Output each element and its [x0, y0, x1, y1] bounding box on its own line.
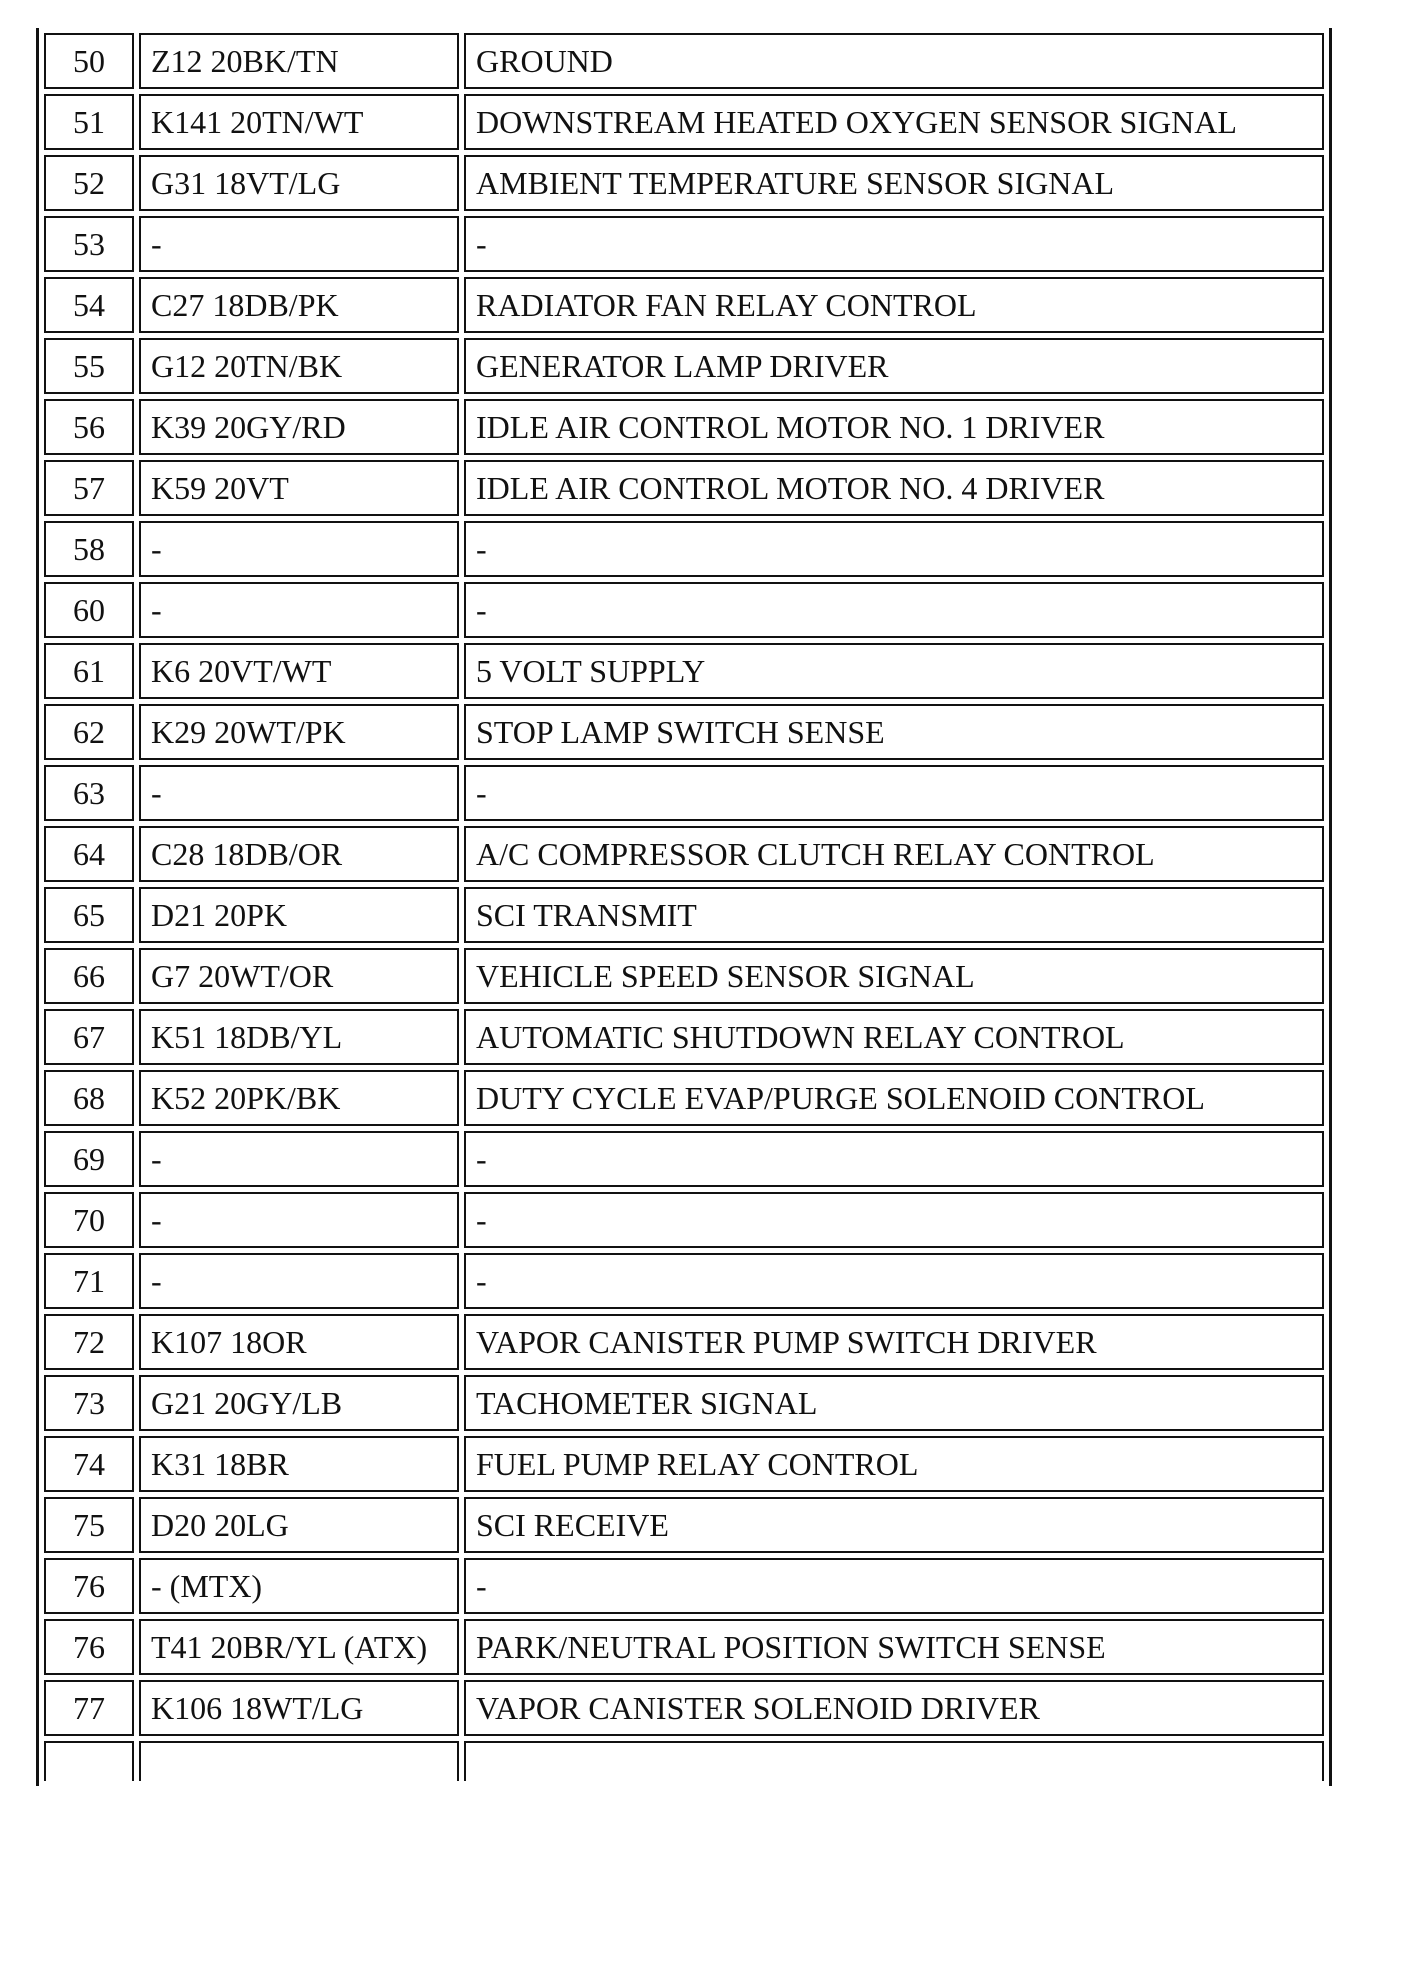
wire-code-cell: K39 20GY/RD: [139, 399, 459, 455]
circuit-function-cell: STOP LAMP SWITCH SENSE: [464, 704, 1324, 760]
circuit-function-cell: A/C COMPRESSOR CLUTCH RELAY CONTROL: [464, 826, 1324, 882]
wire-code-cell: T41 20BR/YL (ATX): [139, 1619, 459, 1675]
cavity-number-cell: 65: [44, 887, 134, 943]
circuit-function-cell: GENERATOR LAMP DRIVER: [464, 338, 1324, 394]
circuit-function-cell: -: [464, 765, 1324, 821]
empty-cell: [139, 1741, 459, 1781]
circuit-function-cell: SCI RECEIVE: [464, 1497, 1324, 1553]
cavity-number-cell: 60: [44, 582, 134, 638]
cavity-number-cell: 64: [44, 826, 134, 882]
cavity-number-cell: 62: [44, 704, 134, 760]
table-row: [44, 582, 1324, 638]
cavity-number-cell: 61: [44, 643, 134, 699]
circuit-function-cell: VEHICLE SPEED SENSOR SIGNAL: [464, 948, 1324, 1004]
circuit-function-cell: FUEL PUMP RELAY CONTROL: [464, 1436, 1324, 1492]
wire-code-cell: - (MTX): [139, 1558, 459, 1614]
cavity-number-cell: 71: [44, 1253, 134, 1309]
cavity-number-cell: 58: [44, 521, 134, 577]
table-row-continued: [44, 1741, 1324, 1781]
table-row: [44, 1131, 1324, 1187]
wire-code-cell: -: [139, 1131, 459, 1187]
table-row: [44, 460, 1324, 516]
table-row: [44, 1375, 1324, 1431]
wire-code-cell: D21 20PK: [139, 887, 459, 943]
cavity-number-cell: 67: [44, 1009, 134, 1065]
table-row: [44, 277, 1324, 333]
cavity-number-cell: 68: [44, 1070, 134, 1126]
wire-code-cell: G7 20WT/OR: [139, 948, 459, 1004]
wire-code-cell: K52 20PK/BK: [139, 1070, 459, 1126]
connector-pinout-page: [36, 28, 1332, 1786]
circuit-function-cell: VAPOR CANISTER SOLENOID DRIVER: [464, 1680, 1324, 1736]
table-row: [44, 1070, 1324, 1126]
wire-code-cell: K107 18OR: [139, 1314, 459, 1370]
table-row: [44, 338, 1324, 394]
cavity-number-cell: 66: [44, 948, 134, 1004]
circuit-function-cell: IDLE AIR CONTROL MOTOR NO. 1 DRIVER: [464, 399, 1324, 455]
wire-code-cell: K59 20VT: [139, 460, 459, 516]
table-row: [44, 948, 1324, 1004]
circuit-function-cell: IDLE AIR CONTROL MOTOR NO. 4 DRIVER: [464, 460, 1324, 516]
circuit-function-cell: 5 VOLT SUPPLY: [464, 643, 1324, 699]
circuit-function-cell: TACHOMETER SIGNAL: [464, 1375, 1324, 1431]
circuit-function-cell: VAPOR CANISTER PUMP SWITCH DRIVER: [464, 1314, 1324, 1370]
wire-code-cell: -: [139, 1192, 459, 1248]
table-row: [44, 704, 1324, 760]
table-row: [44, 155, 1324, 211]
cavity-number-cell: 76: [44, 1619, 134, 1675]
circuit-function-cell: AMBIENT TEMPERATURE SENSOR SIGNAL: [464, 155, 1324, 211]
cavity-number-cell: 54: [44, 277, 134, 333]
wire-code-cell: D20 20LG: [139, 1497, 459, 1553]
connector-pinout-table: [39, 28, 1329, 1786]
empty-cell: [464, 1741, 1324, 1781]
table-row: [44, 1192, 1324, 1248]
table-row: [44, 1680, 1324, 1736]
circuit-function-cell: -: [464, 216, 1324, 272]
wire-code-cell: C28 18DB/OR: [139, 826, 459, 882]
cavity-number-cell: 53: [44, 216, 134, 272]
wire-code-cell: K141 20TN/WT: [139, 94, 459, 150]
table-row: [44, 826, 1324, 882]
cavity-number-cell: 75: [44, 1497, 134, 1553]
table-row: [44, 521, 1324, 577]
table-row: [44, 1314, 1324, 1370]
table-row: [44, 1253, 1324, 1309]
circuit-function-cell: -: [464, 1253, 1324, 1309]
circuit-function-cell: PARK/NEUTRAL POSITION SWITCH SENSE: [464, 1619, 1324, 1675]
wire-code-cell: K106 18WT/LG: [139, 1680, 459, 1736]
table-row: [44, 765, 1324, 821]
wire-code-cell: -: [139, 1253, 459, 1309]
table-row: [44, 1009, 1324, 1065]
circuit-function-cell: -: [464, 521, 1324, 577]
cavity-number-cell: 57: [44, 460, 134, 516]
table-row: [44, 216, 1324, 272]
wire-code-cell: K51 18DB/YL: [139, 1009, 459, 1065]
table-row: [44, 33, 1324, 89]
circuit-function-cell: -: [464, 1558, 1324, 1614]
wire-code-cell: K6 20VT/WT: [139, 643, 459, 699]
table-row: [44, 94, 1324, 150]
circuit-function-cell: -: [464, 1192, 1324, 1248]
empty-cell: [44, 1741, 134, 1781]
cavity-number-cell: 52: [44, 155, 134, 211]
wire-code-cell: K31 18BR: [139, 1436, 459, 1492]
table-row: [44, 1558, 1324, 1614]
wire-code-cell: G31 18VT/LG: [139, 155, 459, 211]
wire-code-cell: G21 20GY/LB: [139, 1375, 459, 1431]
cavity-number-cell: 72: [44, 1314, 134, 1370]
wire-code-cell: -: [139, 765, 459, 821]
cavity-number-cell: 77: [44, 1680, 134, 1736]
cavity-number-cell: 73: [44, 1375, 134, 1431]
circuit-function-cell: DUTY CYCLE EVAP/PURGE SOLENOID CONTROL: [464, 1070, 1324, 1126]
table-row: [44, 399, 1324, 455]
wire-code-cell: -: [139, 216, 459, 272]
table-row: [44, 1436, 1324, 1492]
cavity-number-cell: 55: [44, 338, 134, 394]
circuit-function-cell: AUTOMATIC SHUTDOWN RELAY CONTROL: [464, 1009, 1324, 1065]
table-row: [44, 643, 1324, 699]
circuit-function-cell: DOWNSTREAM HEATED OXYGEN SENSOR SIGNAL: [464, 94, 1324, 150]
cavity-number-cell: 50: [44, 33, 134, 89]
circuit-function-cell: RADIATOR FAN RELAY CONTROL: [464, 277, 1324, 333]
circuit-function-cell: -: [464, 582, 1324, 638]
table-row: [44, 1619, 1324, 1675]
wire-code-cell: G12 20TN/BK: [139, 338, 459, 394]
circuit-function-cell: SCI TRANSMIT: [464, 887, 1324, 943]
cavity-number-cell: 74: [44, 1436, 134, 1492]
cavity-number-cell: 76: [44, 1558, 134, 1614]
pinout-rows: [44, 33, 1324, 1781]
cavity-number-cell: 56: [44, 399, 134, 455]
cavity-number-cell: 51: [44, 94, 134, 150]
cavity-number-cell: 69: [44, 1131, 134, 1187]
cavity-number-cell: 70: [44, 1192, 134, 1248]
wire-code-cell: C27 18DB/PK: [139, 277, 459, 333]
wire-code-cell: K29 20WT/PK: [139, 704, 459, 760]
wire-code-cell: -: [139, 582, 459, 638]
cavity-number-cell: 63: [44, 765, 134, 821]
table-row: [44, 1497, 1324, 1553]
wire-code-cell: -: [139, 521, 459, 577]
circuit-function-cell: -: [464, 1131, 1324, 1187]
circuit-function-cell: GROUND: [464, 33, 1324, 89]
table-row: [44, 887, 1324, 943]
wire-code-cell: Z12 20BK/TN: [139, 33, 459, 89]
